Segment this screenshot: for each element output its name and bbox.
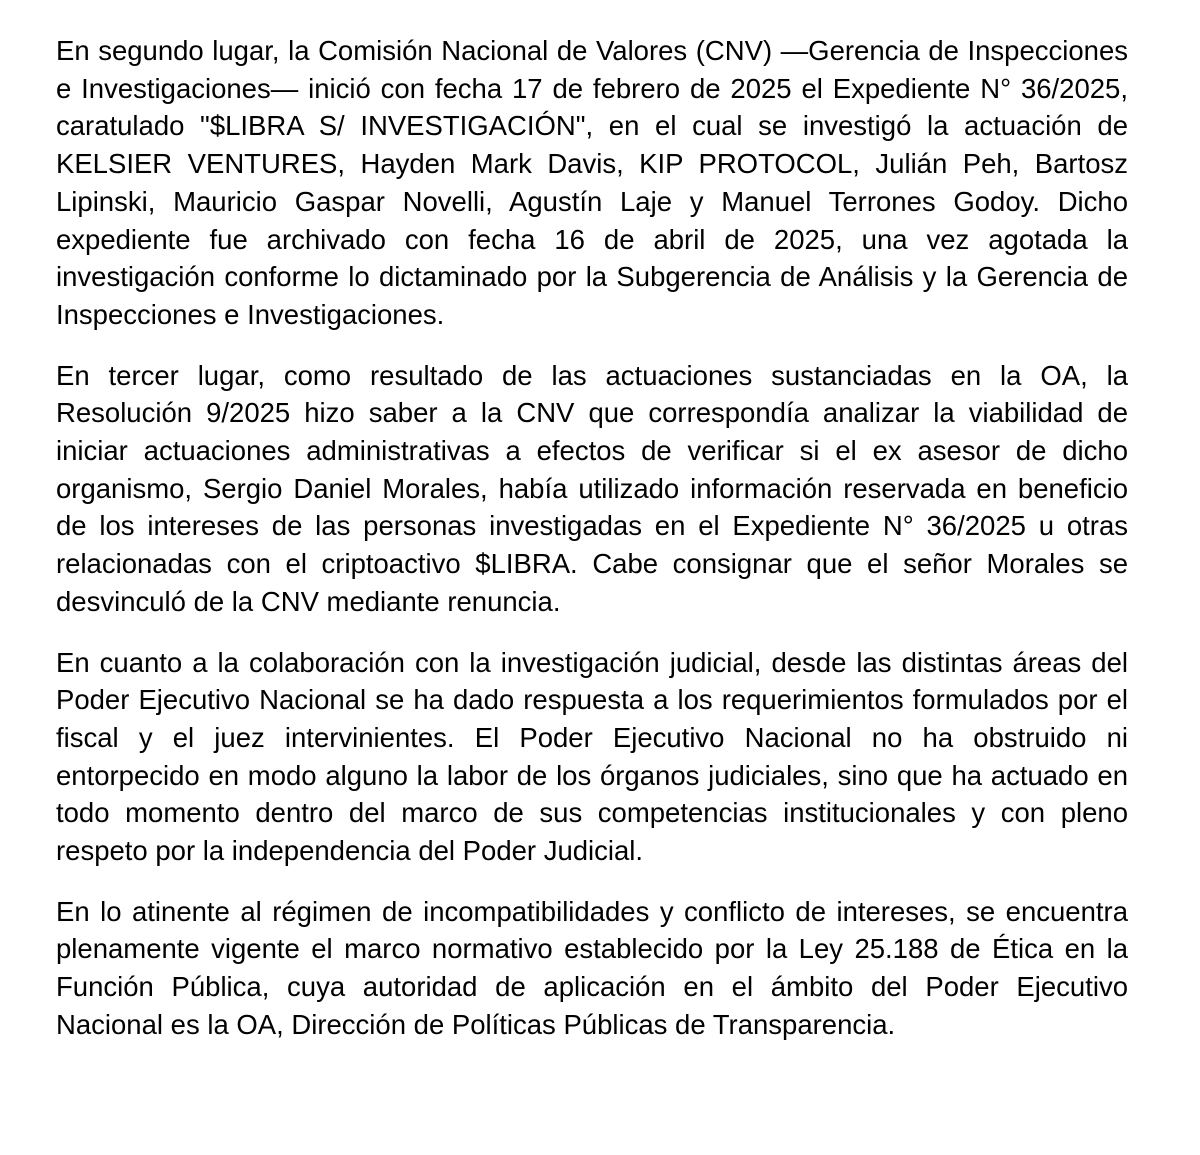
paragraph-resolucion-oa: En tercer lugar, como resultado de las actuaciones sustanciadas en la OA, la Resolución 9/2025 hizo saber a la CNV que correspondía analizar la viabilidad de iniciar actuaciones administrativas a efectos de verificar si el ex asesor de dicho organismo, Sergio Daniel Morales, había utilizado información reservada en beneficio de los intereses de las personas investigadas en el Expediente N° 36/2025 u otras relacionadas con el criptoactivo $LIBRA. Cabe consignar que el señor Morales se desvinculó de la CNV mediante renuncia. — [56, 359, 1128, 617]
paragraph-cnv-expediente: En segundo lugar, la Comisión Nacional de Valores (CNV) —Gerencia de Inspecciones e Investigaciones— inició con fecha 17 de febrero de 2025 el Expediente N° 36/2025, caratulado "$LIBRA S/ INVESTIGACIÓN", en el cual se investigó la actuación de KELSIER VENTURES, Hayden Mark Davis, KIP PROTOCOL, Julián Peh, Bartosz Lipinski, Mauricio Gaspar Novelli, Agustín Laje y Manuel Terrones Godoy. Dicho expediente fue archivado con fecha 16 de abril de 2025, una vez agotada la investigación conforme lo dictaminado por la Subgerencia de Análisis y la Gerencia de Inspecciones e Investigaciones. — [56, 35, 1128, 330]
paragraph-colaboracion-judicial: En cuanto a la colaboración con la investigación judicial, desde las distintas áreas del Poder Ejecutivo Nacional se ha dado respuesta a los requerimientos formulados por el fiscal y el juez intervinientes. El Poder Ejecutivo Nacional no ha obstruido ni entorpecido en modo alguno la labor de los órganos judiciales, sino que ha actuado en todo momento dentro del marco de sus competencias institucionales y con pleno respeto por la independencia del Poder Judicial. — [56, 646, 1128, 867]
paragraph-regimen-incompatibilidades: En lo atinente al régimen de incompatibilidades y conflicto de intereses, se encuentra plenamente vigente el marco normativo establecido por la Ley 25.188 de Ética en la Función Pública, cuya autoridad de aplicación en el ámbito del Poder Ejecutivo Nacional es la OA, Dirección de Políticas Públicas de Transparencia. — [56, 895, 1128, 1040]
document-body — [56, 32, 1128, 1067]
